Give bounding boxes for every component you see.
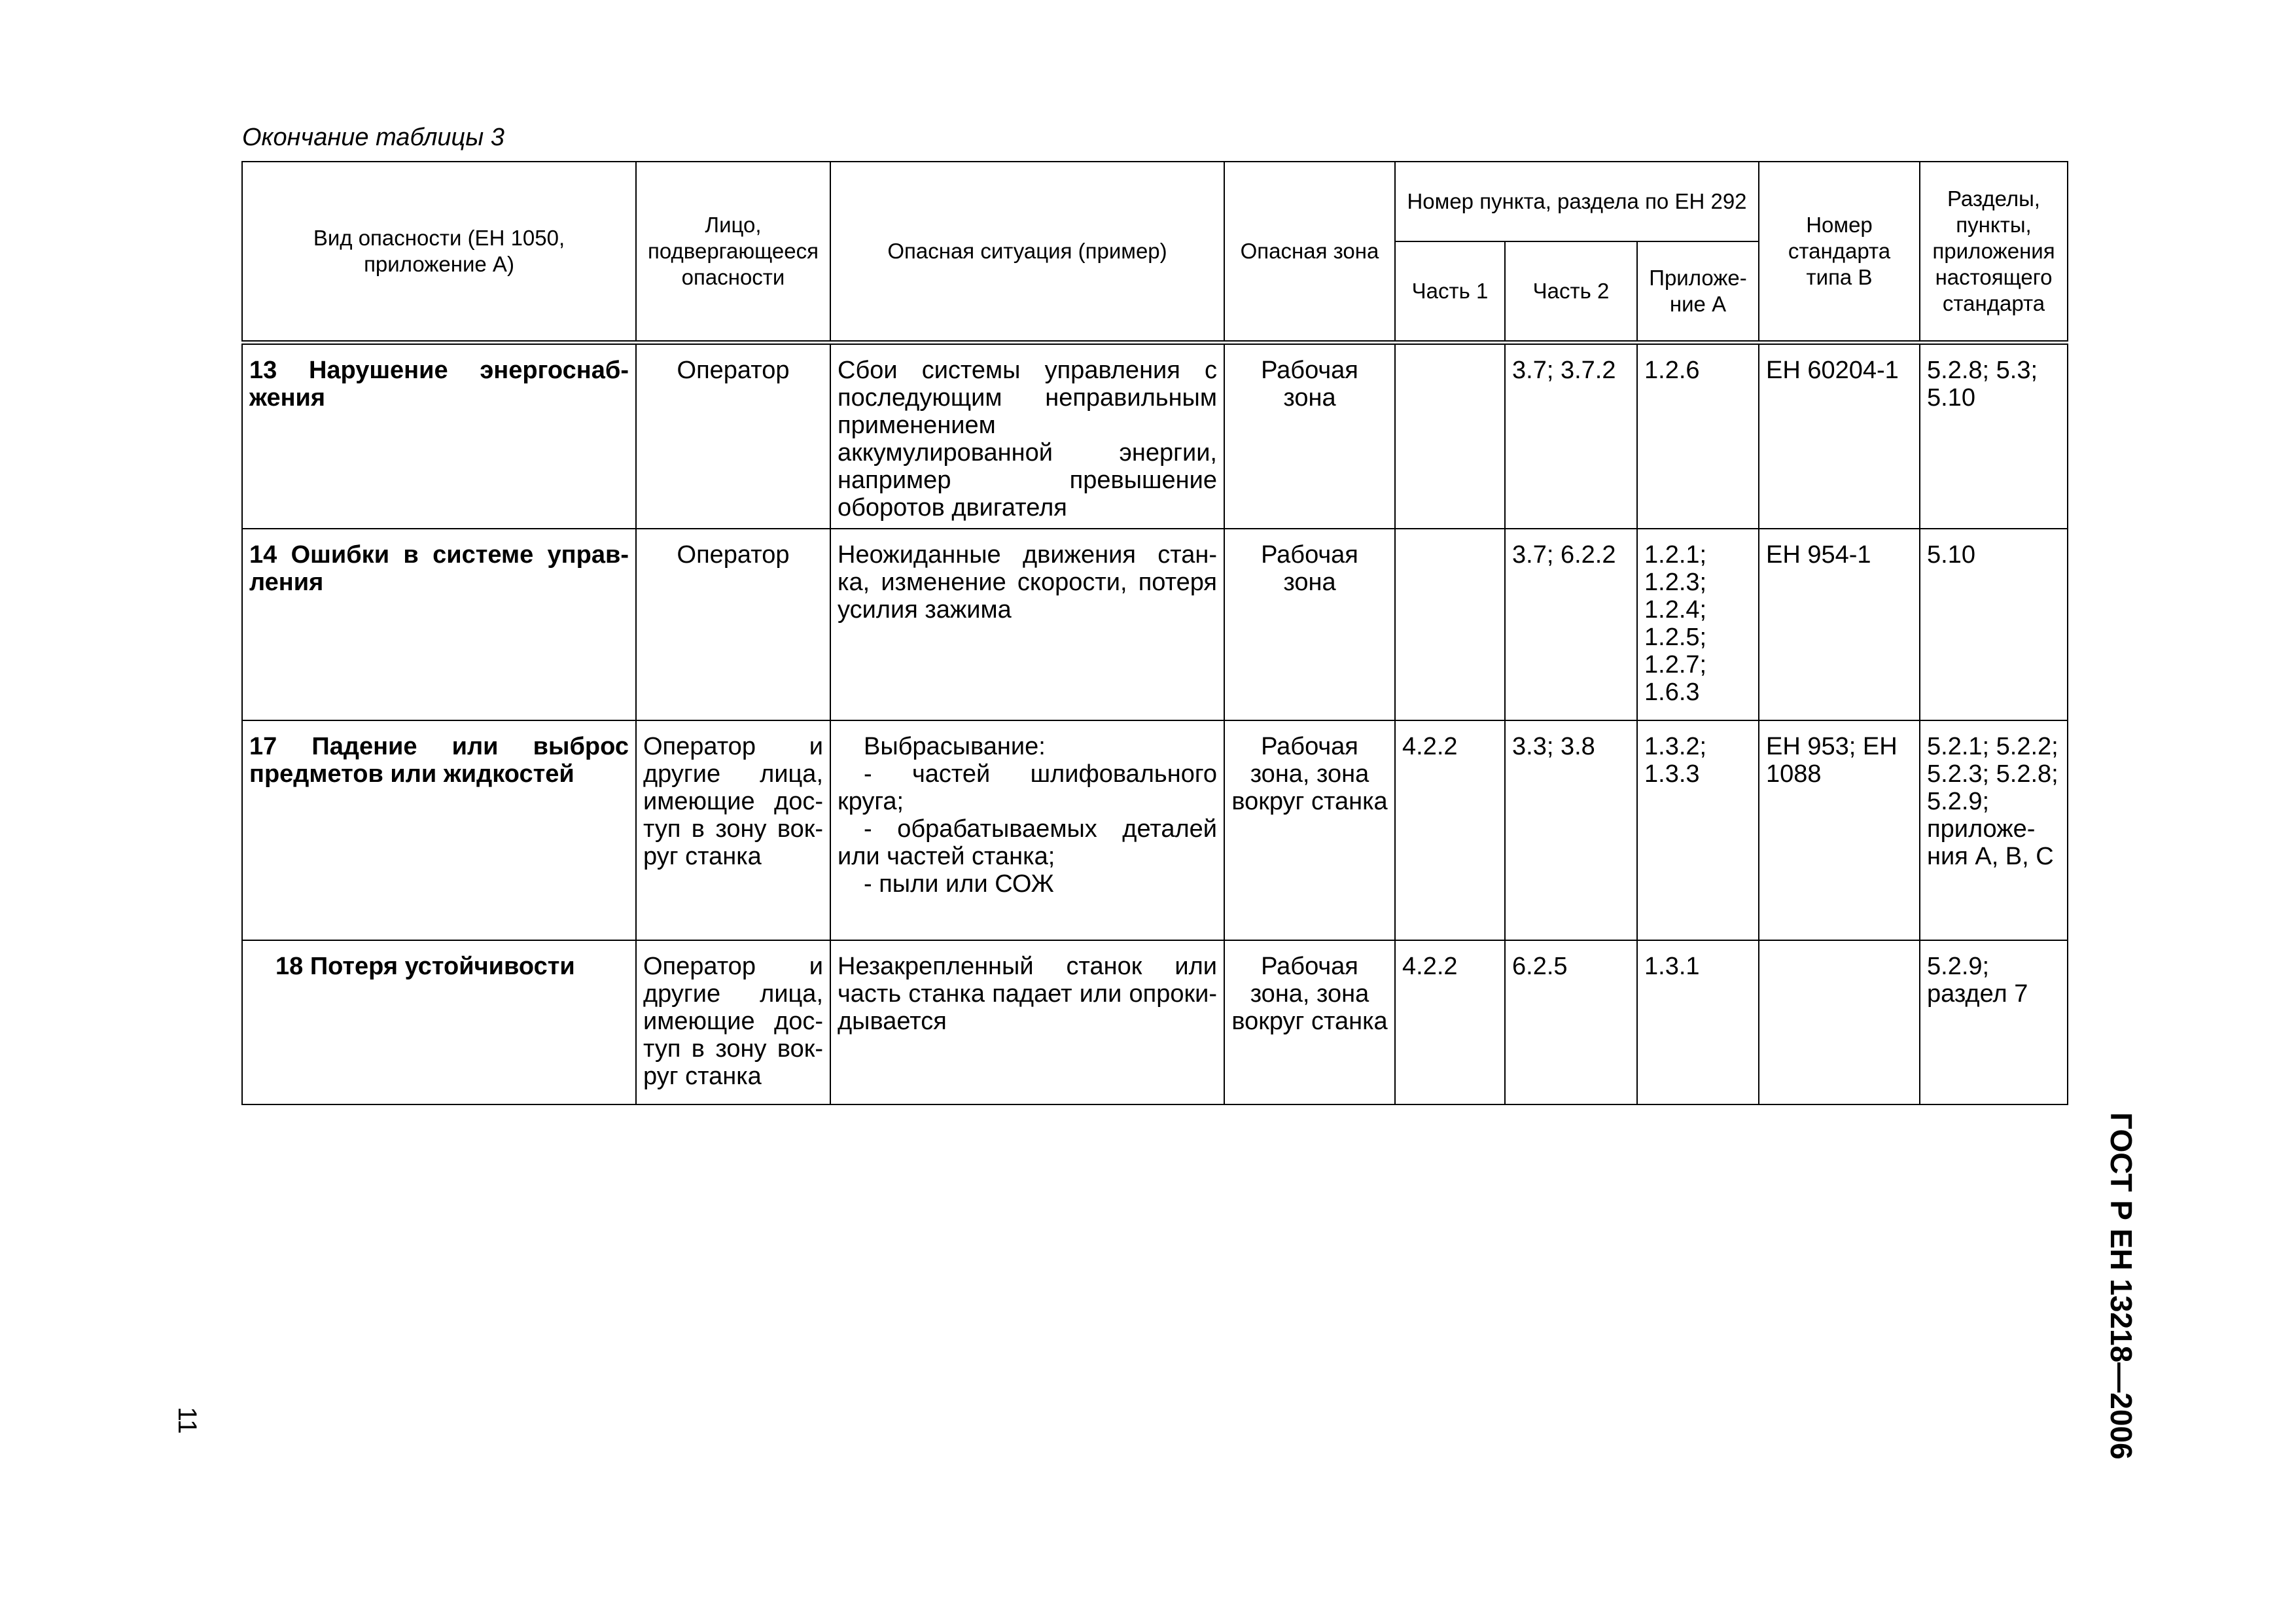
situation-cell: Неожиданные движения стан-ка, изменение скорости, потеря усилия зажима <box>830 529 1224 720</box>
part2-cell: 3.3; 3.8 <box>1505 720 1637 940</box>
table-row <box>242 940 2068 1104</box>
situation-lead: Выбрасывание: <box>864 732 1046 760</box>
person-cell: Оператор <box>636 342 830 529</box>
hazard-cell: 14 Ошибки в системе управ-ления <box>242 529 636 720</box>
zone-cell: Рабочая зона <box>1224 529 1395 720</box>
sections-cell: 5.2.9; раздел 7 <box>1920 940 2068 1104</box>
type-b-cell: ЕН 954-1 <box>1759 529 1920 720</box>
sections-cell: 5.2.8; 5.3; 5.10 <box>1920 342 2068 529</box>
sections-cell: 5.2.1; 5.2.2; 5.2.3; 5.2.8; 5.2.9; приложе-ния А, В, С <box>1920 720 2068 940</box>
situation-cell <box>830 720 1224 940</box>
part1-cell <box>1395 529 1505 720</box>
part2-cell: 3.7; 6.2.2 <box>1505 529 1637 720</box>
sections-cell: 5.10 <box>1920 529 2068 720</box>
type-b-cell: ЕН 60204-1 <box>1759 342 1920 529</box>
header-type-b: Номер стандарта типа В <box>1759 162 1920 342</box>
header-hazard: Вид опасности (ЕН 1050, приложение А) <box>242 162 636 342</box>
annex-cell: 1.2.6 <box>1637 342 1759 529</box>
header-part2: Часть 2 <box>1505 241 1637 342</box>
type-b-cell: ЕН 953; ЕН 1088 <box>1759 720 1920 940</box>
page-number: 11 <box>173 1407 202 1434</box>
header-situation: Опасная ситуация (пример) <box>830 162 1224 342</box>
table-caption: Окончание таблицы 3 <box>242 124 504 151</box>
situation-item: - частей шлифовального круга; <box>838 760 1217 815</box>
hazard-table <box>241 161 2068 1105</box>
document-code: ГОСТ Р ЕН 13218—2006 <box>2104 1112 2138 1460</box>
annex-cell: 1.2.1; 1.2.3; 1.2.4; 1.2.5; 1.2.7; 1.6.3 <box>1637 529 1759 720</box>
part2-cell: 6.2.5 <box>1505 940 1637 1104</box>
annex-cell: 1.3.1 <box>1637 940 1759 1104</box>
header-clause-group: Номер пункта, раздела по ЕН 292 <box>1395 162 1759 241</box>
table-row <box>242 342 2068 529</box>
table-row <box>242 720 2068 940</box>
header-zone: Опасная зона <box>1224 162 1395 342</box>
situation-cell: Незакрепленный станок или часть станка падает или опроки-дывается <box>830 940 1224 1104</box>
header-person: Лицо, подвергающееся опасности <box>636 162 830 342</box>
type-b-cell <box>1759 940 1920 1104</box>
zone-cell: Рабочая зона, зона вокруг станка <box>1224 720 1395 940</box>
hazard-cell: 17 Падение или выброс предметов или жидкостей <box>242 720 636 940</box>
part1-cell: 4.2.2 <box>1395 720 1505 940</box>
header-part1: Часть 1 <box>1395 241 1505 342</box>
person-cell: Оператор и другие лица, имеющие дос-туп в зону вок-руг станка <box>636 940 830 1104</box>
zone-cell: Рабочая зона, зона вокруг станка <box>1224 940 1395 1104</box>
zone-cell: Рабочая зона <box>1224 342 1395 529</box>
part1-cell <box>1395 342 1505 529</box>
situation-cell: Сбои системы управления с последующим неправильным применением аккумулированной энергии, например превышение оборотов двигателя <box>830 342 1224 529</box>
situation-item: - обрабатываемых деталей или частей станка; <box>838 815 1217 870</box>
person-cell: Оператор <box>636 529 830 720</box>
annex-cell: 1.3.2; 1.3.3 <box>1637 720 1759 940</box>
person-cell: Оператор и другие лица, имеющие дос-туп в зону вок-руг станка <box>636 720 830 940</box>
hazard-cell: 13 Нарушение энергоснаб-жения <box>242 342 636 529</box>
header-sections: Разделы, пункты, приложения настоящего стандарта <box>1920 162 2068 342</box>
hazard-cell: 18 Потеря устойчивости <box>242 940 636 1104</box>
part1-cell: 4.2.2 <box>1395 940 1505 1104</box>
table-row <box>242 529 2068 720</box>
part2-cell: 3.7; 3.7.2 <box>1505 342 1637 529</box>
situation-item: - пыли или СОЖ <box>864 870 1054 898</box>
header-annex: Приложе-ние А <box>1637 241 1759 342</box>
